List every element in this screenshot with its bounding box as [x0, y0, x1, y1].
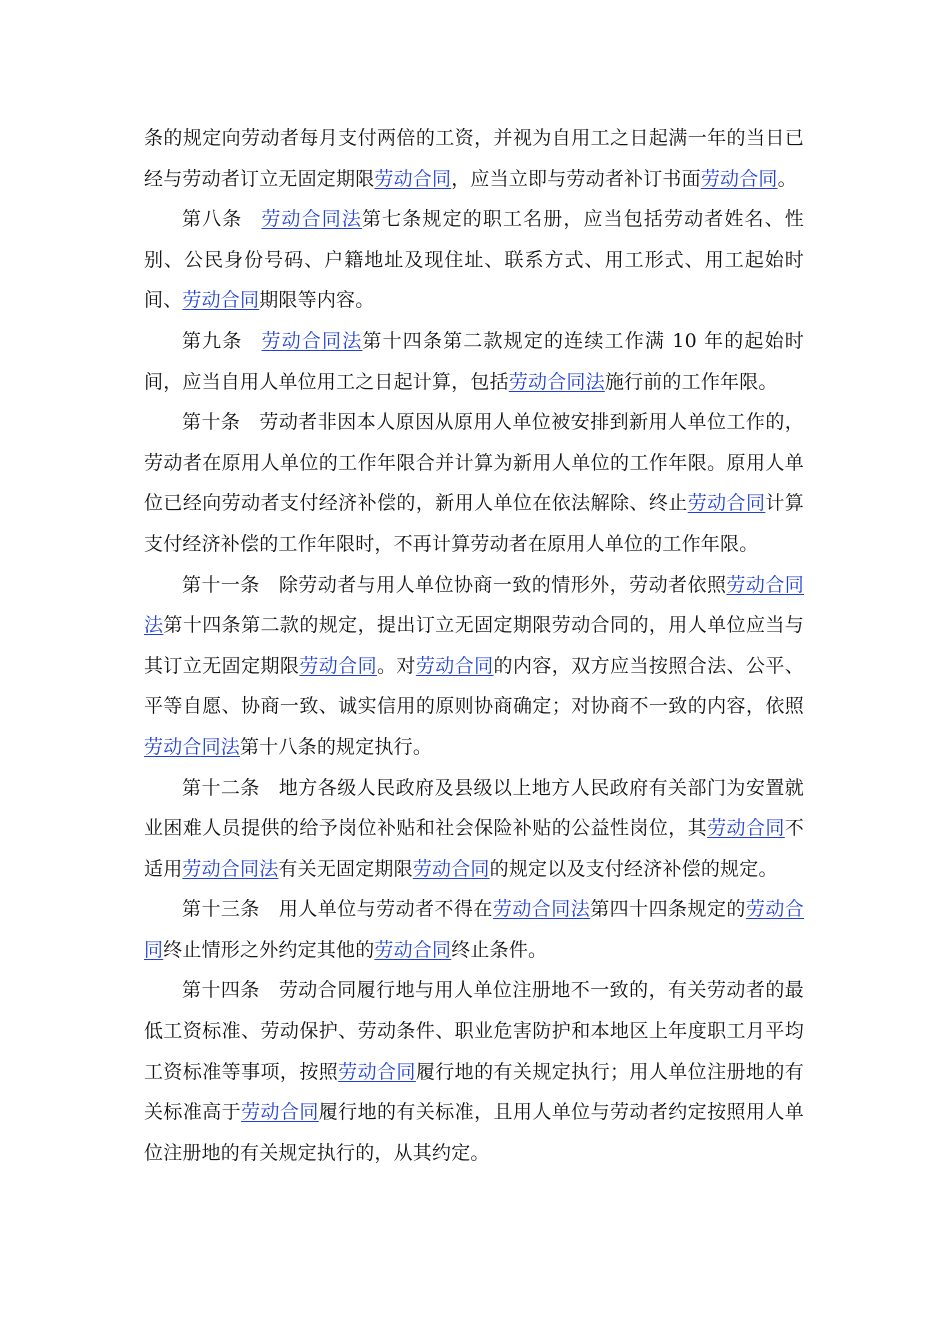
paragraph-text: 计算支付经济补偿的工作年限时，不再计算劳动者在原用人单位的工作年限。 [144, 492, 804, 555]
article-number: 第八条 [182, 208, 243, 231]
paragraph-text: ，应当立即与劳动者补订书面 [451, 167, 701, 190]
law-link[interactable]: 劳动合同法 [492, 898, 591, 921]
article-paragraph [144, 889, 804, 970]
paragraph-text: 。 [777, 167, 797, 190]
law-link[interactable]: 劳动合同 [415, 654, 494, 677]
law-link[interactable]: 劳动合同 [241, 1101, 319, 1124]
law-link[interactable]: 劳动合同 [338, 1060, 416, 1083]
article-paragraph [144, 402, 804, 564]
paragraph-text: 劳动合同履行地与用人单位注册地不一致的，有关劳动者的最低工资标准、劳动保护、劳动条件、职业危害防护和本地区上年度职工月平均工资标准等事项，按照 [144, 979, 804, 1083]
paragraph-text: 地方各级人民政府及县级以上地方人民政府有关部门为安置就业困难人员提供的给予岗位补贴和社会保险补贴的公益性岗位，其 [144, 776, 804, 840]
article-paragraph [144, 321, 804, 402]
paragraph-text: 履行地的有关规定执行；用人单位注册地的有关标准高于 [144, 1060, 804, 1124]
paragraph-text: 的内容，双方应当按照合法、公平、平等自愿、协商一致、诚实信用的原则协商确定；对协商不一致的内容，依照 [144, 654, 804, 718]
paragraph-text: 的规定以及支付经济补偿的规定。 [489, 857, 778, 880]
law-link[interactable]: 劳动合同 [299, 654, 378, 677]
law-link[interactable]: 劳动合同 [182, 289, 260, 312]
article-number: 第十四条 [182, 979, 260, 1002]
law-link[interactable]: 劳动合同法 [261, 329, 363, 352]
paragraph-text: 。对 [377, 654, 416, 677]
article-paragraph [144, 970, 804, 1173]
paragraph-text: 施行前的工作年限。 [604, 370, 778, 393]
article-number: 第十条 [182, 411, 241, 434]
document-body [144, 118, 804, 1173]
paragraph-text: 劳动者非因本人原因从原用人单位被安排到新用人单位工作的，劳动者在原用人单位的工作年限合并计算为新用人单位的工作年限。原用人单位已经向劳动者支付经济补偿的，新用人单位在依法解除、终止 [144, 411, 804, 515]
article-paragraph [144, 565, 804, 768]
paragraph-text: 第十四条第二款的规定，提出订立无固定期限劳动合同的，用人单位应当与其订立无固定期限 [144, 614, 804, 677]
law-link[interactable]: 劳动合同法 [508, 370, 605, 393]
paragraph-text: 第十四条第二款规定的连续工作满 10 年的起始时间，应当自用人单位用工之日起计算，包括 [144, 329, 804, 393]
law-link[interactable]: 劳动合同 [412, 857, 490, 880]
law-link[interactable]: 劳动合同 [700, 167, 778, 190]
law-link[interactable]: 劳动合同 [144, 898, 804, 961]
article-paragraph [144, 199, 804, 321]
article-paragraph [144, 768, 804, 890]
paragraph-text: 终止情形之外约定其他的 [163, 938, 375, 961]
paragraph-text: 期限等内容。 [259, 289, 375, 312]
paragraph-text: 第四十四条规定的 [590, 898, 746, 921]
law-link[interactable]: 劳动合同 [707, 817, 785, 840]
law-link[interactable]: 劳动合同 [687, 492, 766, 515]
paragraph-text: 条的规定向劳动者每月支付两倍的工资，并视为自用工之日起满一年的当日已经与劳动者订立无固定期限 [144, 127, 804, 190]
article-number: 第十一条 [182, 573, 260, 596]
paragraph-text: 履行地的有关标准，且用人单位与劳动者约定按照用人单位注册地的有关规定执行的，从其约定。 [144, 1101, 804, 1164]
law-link[interactable]: 劳动合同 [374, 167, 452, 190]
law-link[interactable]: 劳动合同法 [144, 735, 241, 758]
law-link[interactable]: 劳动合同 [374, 938, 452, 961]
law-link[interactable]: 劳动合同法 [144, 573, 804, 637]
paragraph-text: 不适用 [144, 817, 804, 880]
law-link[interactable]: 劳动合同法 [261, 208, 363, 231]
article-number: 第十三条 [182, 898, 260, 921]
paragraph-text: 用人单位与劳动者不得在 [278, 898, 493, 921]
paragraph-text: 终止条件。 [451, 938, 548, 961]
law-link[interactable]: 劳动合同法 [182, 857, 279, 880]
paragraph-text: 第十八条的规定执行。 [240, 735, 433, 758]
article-number: 第十二条 [182, 776, 260, 799]
continued-paragraph [144, 118, 804, 199]
paragraph-text: 第七条规定的职工名册，应当包括劳动者姓名、性别、公民身份号码、户籍地址及现住址、联系方式、用工形式、用工起始时间、 [144, 208, 804, 312]
paragraph-text: 有关无固定期限 [278, 857, 413, 880]
paragraph-text: 除劳动者与用人单位协商一致的情形外，劳动者依照 [278, 573, 727, 596]
article-number: 第九条 [182, 329, 243, 352]
